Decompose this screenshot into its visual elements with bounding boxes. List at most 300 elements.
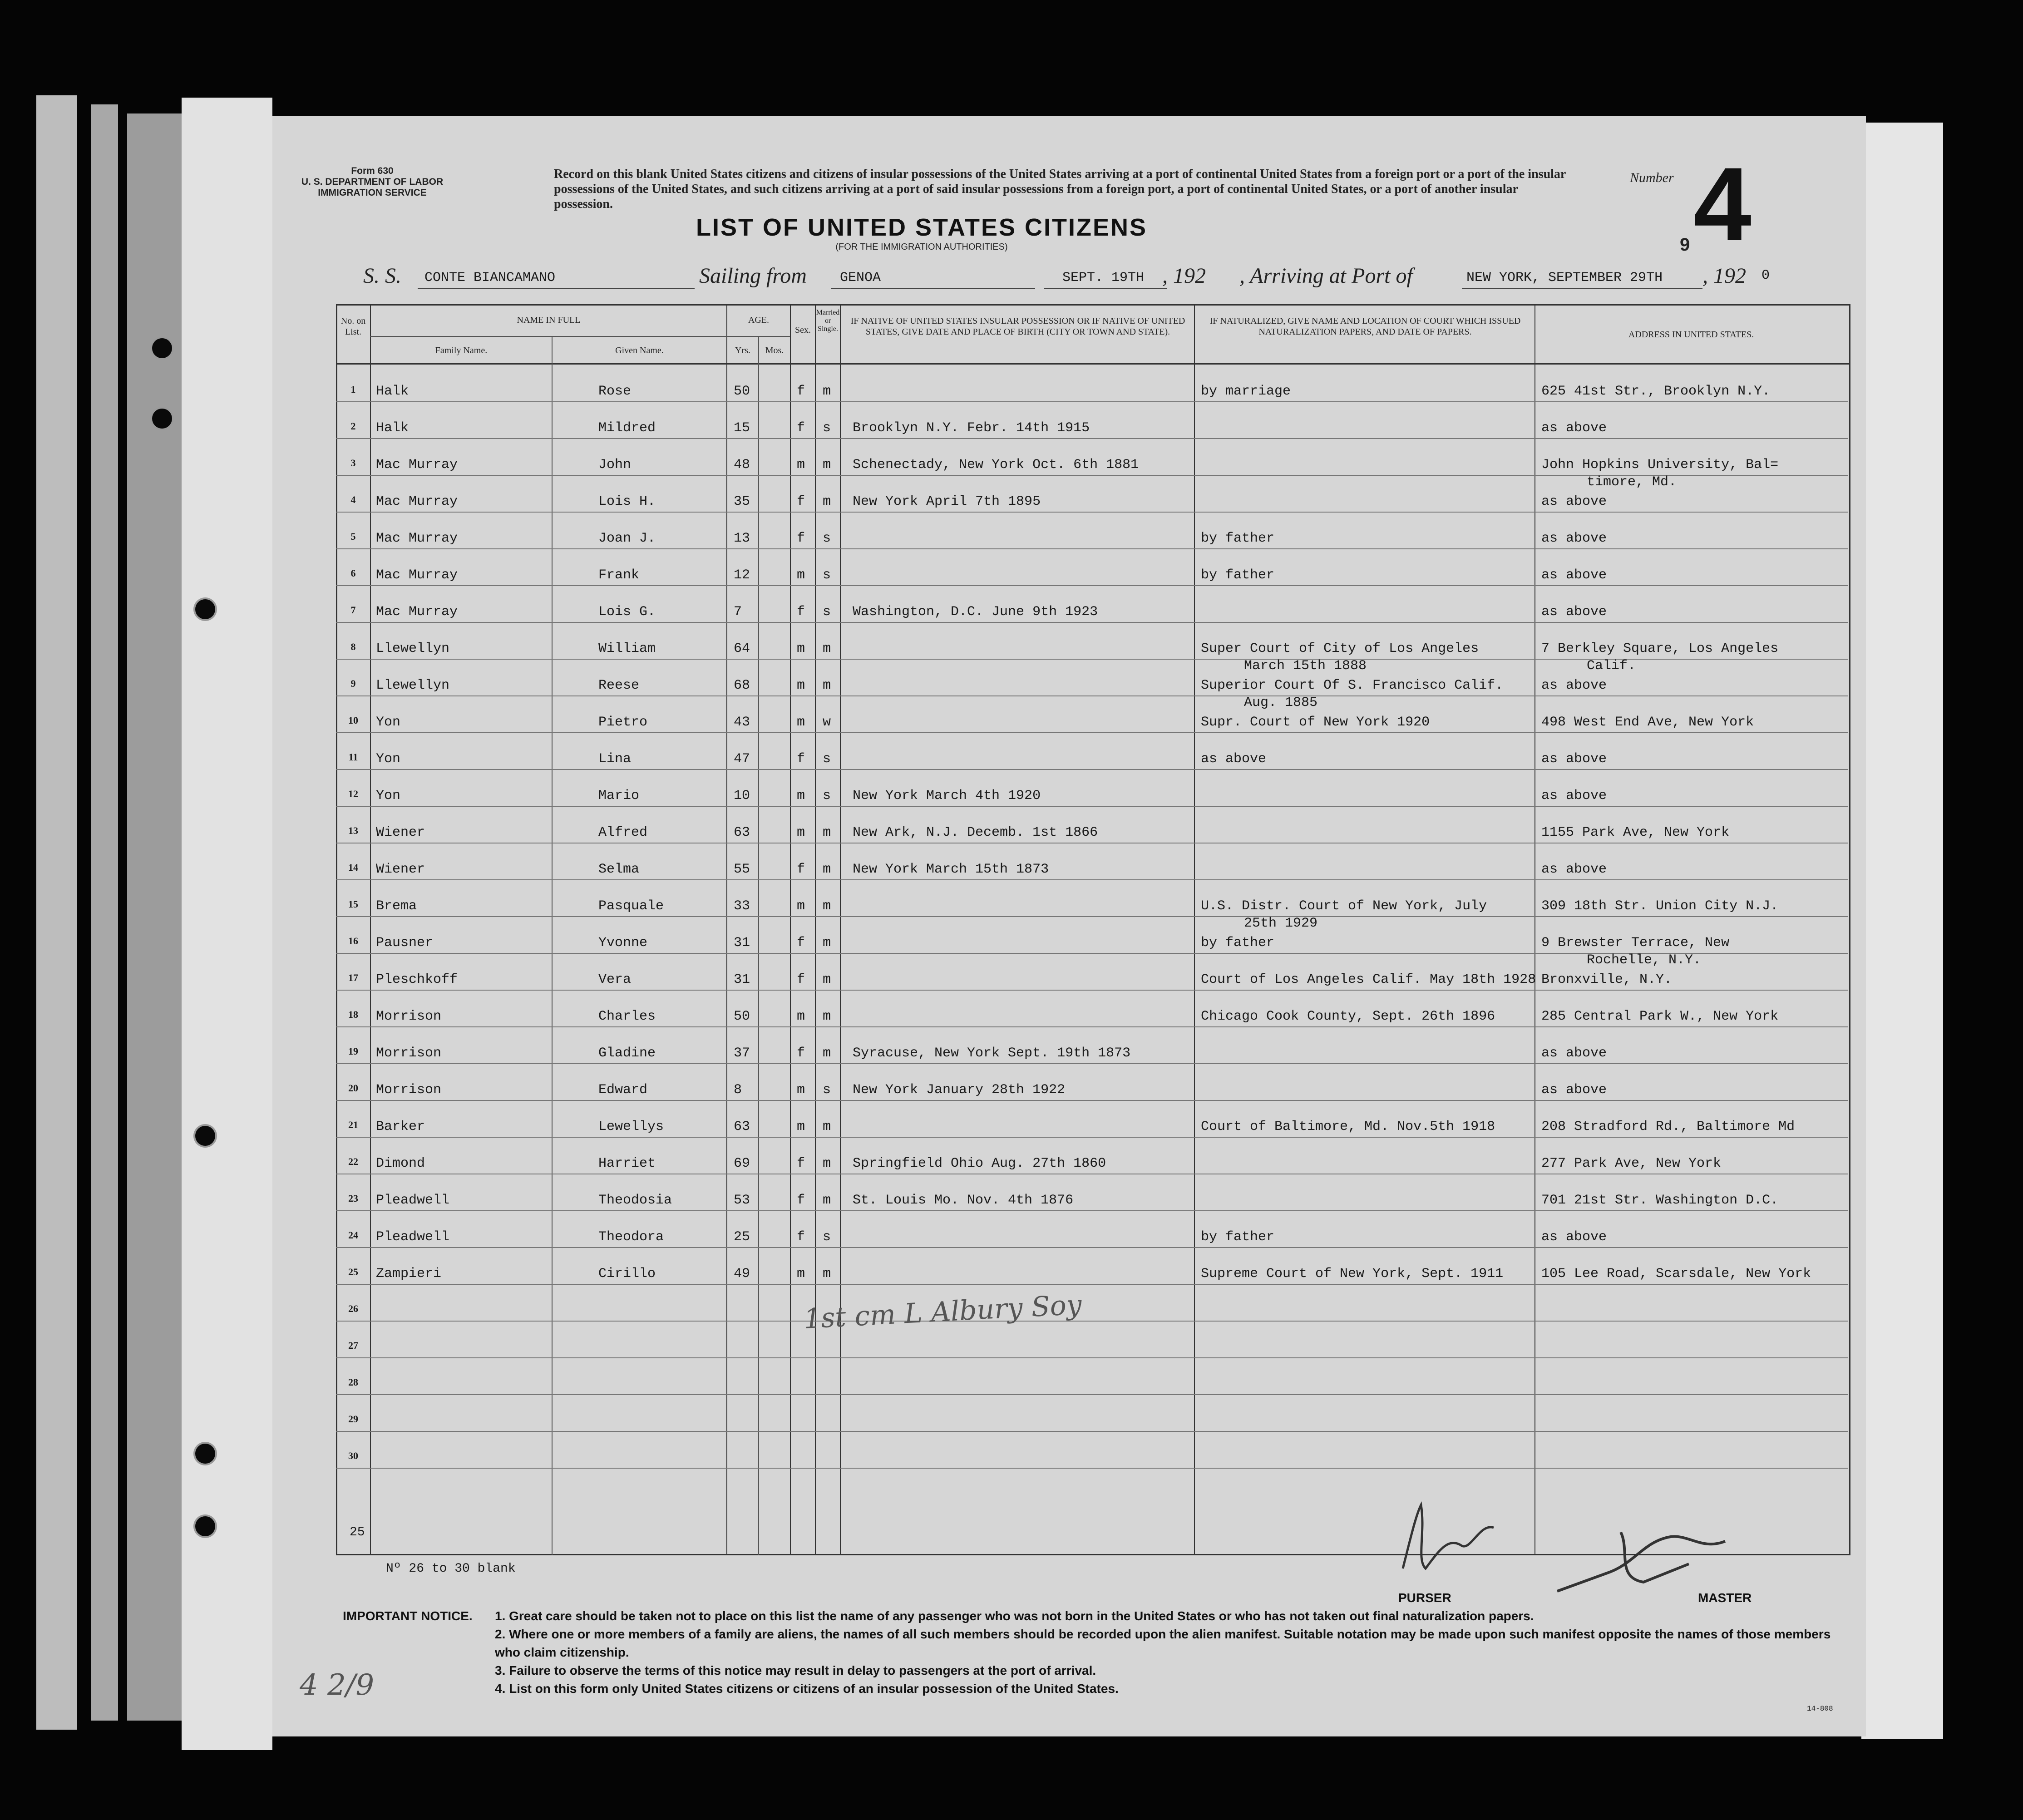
cell-family: Morrison xyxy=(376,1082,442,1098)
cell-sex: f xyxy=(797,751,805,767)
cell-addr: Bronxville, N.Y. xyxy=(1541,972,1673,987)
cell-family: Halk xyxy=(376,420,409,436)
year-suffix: 0 xyxy=(1761,268,1770,283)
cell-no: 16 xyxy=(348,935,358,947)
cell-ms: s xyxy=(823,567,831,583)
cell-no: 28 xyxy=(348,1376,358,1388)
cell-yrs: 69 xyxy=(734,1156,750,1171)
cell-no: 1 xyxy=(350,384,356,395)
table-row xyxy=(336,1321,1848,1358)
cell-given: Lina xyxy=(598,751,632,767)
cell-addr: as above xyxy=(1541,604,1607,620)
list-number-prefix: 9 xyxy=(1680,235,1690,255)
year-label-2: , 192 xyxy=(1702,264,1746,288)
cell-given: Rose xyxy=(598,384,632,399)
table-row xyxy=(336,1431,1848,1469)
cell-family: Mac Murray xyxy=(376,531,458,546)
form-id xyxy=(300,166,445,198)
cell-given: Gladine xyxy=(598,1046,656,1061)
cell-given: John xyxy=(598,457,632,473)
cell-addr: 9 Brewster Terrace, New xyxy=(1541,935,1730,951)
punch-hole xyxy=(152,409,172,429)
cell-nat2: 25th 1929 xyxy=(1244,916,1318,931)
cell-yrs: 43 xyxy=(734,715,750,730)
cell-addr: as above xyxy=(1541,1229,1607,1245)
port-to-underline xyxy=(1462,288,1702,289)
cell-ms: w xyxy=(823,715,831,730)
cell-given: Theodora xyxy=(598,1229,664,1245)
cell-yrs: 31 xyxy=(734,935,750,951)
form-department: U. S. DEPARTMENT OF LABOR xyxy=(301,177,444,187)
cell-nat: Supr. Court of New York 1920 xyxy=(1201,715,1430,730)
table-row xyxy=(336,990,1848,1027)
list-number: 4 xyxy=(1693,146,1752,262)
cell-nat: Super Court of City of Los Angeles xyxy=(1201,641,1479,656)
cell-given: Lewellys xyxy=(598,1119,664,1134)
cell-no: 4 xyxy=(350,494,356,505)
cell-ms: s xyxy=(823,751,831,767)
col-header-name: NAME IN FULL xyxy=(517,315,581,325)
cell-ms: m xyxy=(823,862,831,877)
cell-family: Morrison xyxy=(376,1046,442,1061)
cell-yrs: 49 xyxy=(734,1266,750,1282)
form-service: IMMIGRATION SERVICE xyxy=(318,187,427,198)
cell-family: Pausner xyxy=(376,935,434,951)
cell-ms: m xyxy=(823,1046,831,1061)
cell-ms: s xyxy=(823,1229,831,1245)
cell-given: Harriet xyxy=(598,1156,656,1171)
cell-sex: f xyxy=(797,935,805,951)
handwritten-note: 1st cm L Albury Soy xyxy=(803,1289,1083,1335)
cell-sex: f xyxy=(797,1193,805,1208)
cell-ms: s xyxy=(823,531,831,546)
cell-sex: m xyxy=(797,825,805,840)
cell-addr: 277 Park Ave, New York xyxy=(1541,1156,1722,1171)
purser-label: PURSER xyxy=(1398,1591,1451,1605)
cell-family: Zampieri xyxy=(376,1266,442,1282)
table-row xyxy=(336,953,1848,991)
number-label: Number xyxy=(1630,170,1674,185)
cell-nat: by father xyxy=(1201,1229,1275,1245)
cell-ms: m xyxy=(823,1193,831,1208)
sailing-label: Sailing from xyxy=(699,264,807,288)
cell-ms: s xyxy=(823,420,831,436)
cell-no: 13 xyxy=(348,825,358,836)
cell-addr: 105 Lee Road, Scarsdale, New York xyxy=(1541,1266,1811,1282)
table-row xyxy=(336,806,1848,843)
cell-ms: m xyxy=(823,641,831,656)
cell-nat: Chicago Cook County, Sept. 26th 1896 xyxy=(1201,1009,1495,1024)
cell-addr: 701 21st Str. Washington D.C. xyxy=(1541,1193,1779,1208)
cell-family: Mac Murray xyxy=(376,567,458,583)
notice-item-2: 2. Where one or more members of a family are aliens, the names of all such members should be recorded upon the alien manifest. Suitable notation may be made upon such manifest opposite the names of those members who claim citizenship. xyxy=(495,1627,1831,1659)
cell-yrs: 50 xyxy=(734,1009,750,1024)
col-header-given: Given Name. xyxy=(615,345,664,355)
cell-no: 15 xyxy=(348,898,358,910)
cell-nat: by marriage xyxy=(1201,384,1291,399)
cell-ms: s xyxy=(823,604,831,620)
cell-birth: New York April 7th 1895 xyxy=(853,494,1041,509)
table-row xyxy=(336,438,1848,490)
cell-nat: as above xyxy=(1201,751,1267,767)
cell-yrs: 47 xyxy=(734,751,750,767)
table-row xyxy=(336,401,1848,439)
table-row xyxy=(336,659,1848,710)
cell-yrs: 53 xyxy=(734,1193,750,1208)
cell-birth: Springfield Ohio Aug. 27th 1860 xyxy=(853,1156,1106,1171)
col-header-married: Married or Single. xyxy=(816,309,840,333)
cell-yrs: 8 xyxy=(734,1082,742,1098)
cell-sex: m xyxy=(797,1009,805,1024)
cell-family: Llewellyn xyxy=(376,641,450,656)
cell-family: Pleadwell xyxy=(376,1193,450,1208)
cell-given: Pasquale xyxy=(598,898,664,914)
cell-given: William xyxy=(598,641,656,656)
cell-no: 29 xyxy=(348,1413,358,1425)
table-row xyxy=(336,475,1848,513)
cell-addr2: timore, Md. xyxy=(1587,474,1677,490)
cell-yrs: 25 xyxy=(734,1229,750,1245)
cell-addr: 625 41st Str., Brooklyn N.Y. xyxy=(1541,384,1771,399)
cell-nat: Court of Los Angeles Calif. May 18th 1928 xyxy=(1201,972,1536,987)
cell-addr: 285 Central Park W., New York xyxy=(1541,1009,1779,1024)
cell-nat: by father xyxy=(1201,531,1275,546)
cell-given: Lois H. xyxy=(598,494,656,509)
cell-nat: Superior Court Of S. Francisco Calif. xyxy=(1201,678,1504,693)
cell-no: 5 xyxy=(350,531,356,542)
header-notice: Record on this blank United States citizens and citizens of insular possessions of the United States arriving at a port of continental United States from a foreign port or a port of the insular possessions of the United States, and such citizens arriving at a port of said insular possessions from a foreign port, a port of continental United States, or a port of another insular possession. xyxy=(554,167,1566,211)
cell-family: Barker xyxy=(376,1119,425,1134)
ship-name: CONTE BIANCAMANO xyxy=(424,270,556,286)
table-row xyxy=(336,916,1848,968)
cell-no: 30 xyxy=(348,1450,358,1461)
cell-family: Yon xyxy=(376,751,401,767)
cell-sex: m xyxy=(797,641,805,656)
col-header-yrs: Yrs. xyxy=(735,345,750,355)
table-row xyxy=(336,585,1848,623)
table-row xyxy=(336,769,1848,807)
cell-no: 17 xyxy=(348,972,358,983)
cell-sex: m xyxy=(797,1119,805,1134)
cell-yrs: 15 xyxy=(734,420,750,436)
cell-ms: m xyxy=(823,1119,831,1134)
cell-ms: m xyxy=(823,1266,831,1282)
cell-family: Mac Murray xyxy=(376,457,458,473)
master-label: MASTER xyxy=(1698,1591,1752,1605)
col-header-naturalized: IF NATURALIZED, GIVE NAME AND LOCATION OF COURT WHICH ISSUED NATURALIZATION PAPERS, AND DATE OF PAPERS. xyxy=(1209,316,1521,337)
cell-addr: 7 Berkley Square, Los Angeles xyxy=(1541,641,1779,656)
cell-yrs: 63 xyxy=(734,825,750,840)
table-row xyxy=(336,1394,1848,1432)
cell-no: 7 xyxy=(350,604,356,616)
cell-no: 10 xyxy=(348,715,358,726)
cell-addr: as above xyxy=(1541,420,1607,436)
table-row xyxy=(336,879,1848,931)
document-subtitle: (FOR THE IMMIGRATION AUTHORITIES) xyxy=(835,242,1008,252)
cell-sex: m xyxy=(797,898,805,914)
cell-sex: f xyxy=(797,604,805,620)
cell-family: Pleadwell xyxy=(376,1229,450,1245)
col-header-sex: Sex. xyxy=(795,325,811,335)
cell-birth: New York March 15th 1873 xyxy=(853,862,1049,877)
blank-note: Nº 26 to 30 blank xyxy=(386,1562,516,1576)
cell-sex: f xyxy=(797,494,805,509)
cell-ms: m xyxy=(823,898,831,914)
cell-ms: m xyxy=(823,972,831,987)
cell-family: Wiener xyxy=(376,862,425,877)
binder-edge-left xyxy=(36,95,77,1730)
date-from-underline xyxy=(1044,288,1167,289)
cell-birth: New Ark, N.J. Decemb. 1st 1866 xyxy=(853,825,1098,840)
port-from-underline xyxy=(831,288,1035,289)
cell-nat: Court of Baltimore, Md. Nov.5th 1918 xyxy=(1201,1119,1495,1134)
cell-given: Charles xyxy=(598,1009,656,1024)
cell-sex: f xyxy=(797,1229,805,1245)
cell-no: 19 xyxy=(348,1046,358,1057)
date-from: SEPT. 19TH xyxy=(1062,270,1145,286)
cell-sex: f xyxy=(797,384,805,399)
table-row xyxy=(336,1357,1848,1395)
table-row xyxy=(336,1284,1848,1322)
cell-addr: 309 18th Str. Union City N.J. xyxy=(1541,898,1779,914)
cell-yrs: 50 xyxy=(734,384,750,399)
cell-sex: m xyxy=(797,1082,805,1098)
cell-given: Edward xyxy=(598,1082,648,1098)
cell-addr: as above xyxy=(1541,1082,1607,1098)
cell-no: 21 xyxy=(348,1119,358,1130)
cell-sex: m xyxy=(797,715,805,730)
cell-yrs: 13 xyxy=(734,531,750,546)
page-stack-right xyxy=(1861,123,1943,1739)
cell-family: Llewellyn xyxy=(376,678,450,693)
cell-family: Morrison xyxy=(376,1009,442,1024)
cell-ms: m xyxy=(823,457,831,473)
cell-given: Selma xyxy=(598,862,640,877)
cell-family: Brema xyxy=(376,898,417,914)
cell-birth: New York March 4th 1920 xyxy=(853,788,1041,804)
cell-yrs: 33 xyxy=(734,898,750,914)
cell-given: Cirillo xyxy=(598,1266,656,1282)
cell-sex: f xyxy=(797,420,805,436)
notice-item-3: 3. Failure to observe the terms of this notice may result in delay to passengers at the port of arrival. xyxy=(495,1663,1096,1677)
table-row xyxy=(336,1100,1848,1138)
cell-addr2: Rochelle, N.Y. xyxy=(1587,952,1702,968)
cell-yrs: 7 xyxy=(734,604,742,620)
cell-given: Mario xyxy=(598,788,640,804)
cell-no: 12 xyxy=(348,788,358,799)
cell-ms: m xyxy=(823,384,831,399)
cell-addr: 498 West End Ave, New York xyxy=(1541,715,1754,730)
cell-yrs: 64 xyxy=(734,641,750,656)
table-row xyxy=(336,548,1848,586)
cell-given: Reese xyxy=(598,678,640,693)
cell-sex: m xyxy=(797,678,805,693)
cell-no: 8 xyxy=(350,641,356,652)
cell-sex: f xyxy=(797,531,805,546)
punch-hole xyxy=(152,338,172,358)
ship-underline xyxy=(418,288,695,289)
cell-no: 11 xyxy=(348,751,358,763)
cell-nat: Supreme Court of New York, Sept. 1911 xyxy=(1201,1266,1504,1282)
cell-family: Halk xyxy=(376,384,409,399)
cell-addr: as above xyxy=(1541,862,1607,877)
cell-given: Pietro xyxy=(598,715,648,730)
cell-birth: Washington, D.C. June 9th 1923 xyxy=(853,604,1098,620)
cell-given: Mildred xyxy=(598,420,656,436)
cell-nat: by father xyxy=(1201,567,1275,583)
cell-birth: New York January 28th 1922 xyxy=(853,1082,1066,1098)
notice-item-4: 4. List on this form only United States citizens or citizens of an insular possession of the United States. xyxy=(495,1682,1119,1696)
cell-no: 3 xyxy=(350,457,356,469)
cell-ms: m xyxy=(823,825,831,840)
cell-yrs: 31 xyxy=(734,972,750,987)
cell-ms: m xyxy=(823,494,831,509)
cell-sex: m xyxy=(797,457,805,473)
punch-hole xyxy=(195,1516,215,1536)
table-row xyxy=(336,1063,1848,1101)
col-header-address: ADDRESS IN UNITED STATES. xyxy=(1628,330,1754,340)
punch-hole xyxy=(195,1444,215,1464)
table-row xyxy=(336,1137,1848,1174)
cell-addr: as above xyxy=(1541,788,1607,804)
cell-given: Theodosia xyxy=(598,1193,672,1208)
cell-yrs: 10 xyxy=(734,788,750,804)
cell-addr: as above xyxy=(1541,531,1607,546)
cell-given: Alfred xyxy=(598,825,648,840)
cell-sex: m xyxy=(797,567,805,583)
total-count: 25 xyxy=(350,1525,365,1539)
col-header-mos: Mos. xyxy=(765,345,784,355)
cell-birth: St. Louis Mo. Nov. 4th 1876 xyxy=(853,1193,1074,1208)
cell-no: 6 xyxy=(350,567,356,579)
manifest-form xyxy=(272,116,1866,1736)
cell-family: Yon xyxy=(376,788,401,804)
cell-family: Yon xyxy=(376,715,401,730)
cell-yrs: 63 xyxy=(734,1119,750,1134)
cell-no: 24 xyxy=(348,1229,358,1241)
cell-no: 22 xyxy=(348,1156,358,1167)
cell-no: 23 xyxy=(348,1193,358,1204)
cell-given: Joan J. xyxy=(598,531,656,546)
cell-yrs: 12 xyxy=(734,567,750,583)
cell-addr: as above xyxy=(1541,494,1607,509)
table-row xyxy=(336,843,1848,880)
age-header-rule xyxy=(726,336,790,337)
col-header-no: No. on List. xyxy=(340,316,366,337)
cell-nat2: Aug. 1885 xyxy=(1244,695,1318,710)
cell-given: Lois G. xyxy=(598,604,656,620)
table-row xyxy=(336,512,1848,549)
arriving-label: , Arriving at Port of xyxy=(1239,264,1413,288)
cell-addr2: Calif. xyxy=(1587,658,1636,674)
col-header-age: AGE. xyxy=(748,315,770,325)
cell-addr: as above xyxy=(1541,678,1607,693)
cell-addr: as above xyxy=(1541,1046,1607,1061)
cell-nat2: March 15th 1888 xyxy=(1244,658,1367,674)
cell-ms: m xyxy=(823,935,831,951)
punch-hole xyxy=(195,599,215,619)
cell-nat: by father xyxy=(1201,935,1275,951)
cell-yrs: 35 xyxy=(734,494,750,509)
binder-edge-left-2 xyxy=(91,104,118,1721)
cell-ms: s xyxy=(823,1082,831,1098)
page-stack xyxy=(182,98,272,1750)
document-title: LIST OF UNITED STATES CITIZENS xyxy=(696,214,1147,241)
cell-birth: Schenectady, New York Oct. 6th 1881 xyxy=(853,457,1139,473)
cell-no: 14 xyxy=(348,862,358,873)
cell-family: Pleschkoff xyxy=(376,972,458,987)
cell-no: 2 xyxy=(350,420,356,432)
table-row xyxy=(336,1247,1848,1285)
cell-given: Yvonne xyxy=(598,935,648,951)
cell-ms: m xyxy=(823,1156,831,1171)
cell-no: 9 xyxy=(350,678,356,689)
cell-addr: 208 Stradford Rd., Baltimore Md xyxy=(1541,1119,1795,1134)
col-header-birth: IF NATIVE OF UNITED STATES INSULAR POSSESSION OR IF NATIVE OF UNITED STATES, GIVE DATE AND PLACE OF BIRTH (CITY OR TOWN AND STATE). xyxy=(850,316,1185,337)
cell-yrs: 55 xyxy=(734,862,750,877)
cell-ms: s xyxy=(823,788,831,804)
table-row xyxy=(336,365,1848,402)
cell-family: Mac Murray xyxy=(376,494,458,509)
table-row xyxy=(336,1026,1848,1064)
table-row xyxy=(336,622,1848,674)
year-label-1: , 192 xyxy=(1162,264,1206,288)
cell-yrs: 37 xyxy=(734,1046,750,1061)
cell-yrs: 48 xyxy=(734,457,750,473)
cell-ms: m xyxy=(823,1009,831,1024)
port-to: NEW YORK, SEPTEMBER 29TH xyxy=(1466,270,1663,286)
cell-sex: m xyxy=(797,1266,805,1282)
cell-addr: 1155 Park Ave, New York xyxy=(1541,825,1730,840)
cell-addr: John Hopkins University, Bal= xyxy=(1541,457,1779,473)
cell-sex: f xyxy=(797,1156,805,1171)
table-row xyxy=(336,695,1848,733)
name-header-rule xyxy=(370,336,726,337)
table-row xyxy=(336,1174,1848,1211)
cell-family: Mac Murray xyxy=(376,604,458,620)
cell-no: 26 xyxy=(348,1303,358,1314)
footer-code: 14-808 xyxy=(1807,1705,1833,1713)
table-row xyxy=(336,732,1848,770)
cell-sex: f xyxy=(797,972,805,987)
cell-family: Wiener xyxy=(376,825,425,840)
cell-ms: m xyxy=(823,678,831,693)
cell-no: 25 xyxy=(348,1266,358,1277)
cell-yrs: 68 xyxy=(734,678,750,693)
cell-sex: f xyxy=(797,1046,805,1061)
col-header-family: Family Name. xyxy=(435,345,488,355)
cell-no: 18 xyxy=(348,1009,358,1020)
cell-addr: as above xyxy=(1541,567,1607,583)
margin-note: 4 2/9 xyxy=(300,1668,375,1702)
cell-given: Vera xyxy=(598,972,632,987)
form-number: Form 630 xyxy=(351,166,394,176)
ss-label: S. S. xyxy=(363,264,401,288)
table-row xyxy=(336,1210,1848,1248)
cell-given: Frank xyxy=(598,567,640,583)
punch-hole xyxy=(195,1126,215,1146)
purser-signature xyxy=(1385,1496,1503,1578)
cell-no: 20 xyxy=(348,1082,358,1094)
port-from: GENOA xyxy=(840,270,881,286)
cell-sex: m xyxy=(797,788,805,804)
notice-item-1: 1. Great care should be taken not to place on this list the name of any passenger who was not born in the United States or who has not taken out final naturalization papers. xyxy=(495,1609,1534,1623)
notice-title: IMPORTANT NOTICE. xyxy=(343,1609,473,1623)
cell-family: Dimond xyxy=(376,1156,425,1171)
cell-no: 27 xyxy=(348,1340,358,1351)
cell-nat: U.S. Distr. Court of New York, July xyxy=(1201,898,1487,914)
cell-birth: Syracuse, New York Sept. 19th 1873 xyxy=(853,1046,1131,1061)
